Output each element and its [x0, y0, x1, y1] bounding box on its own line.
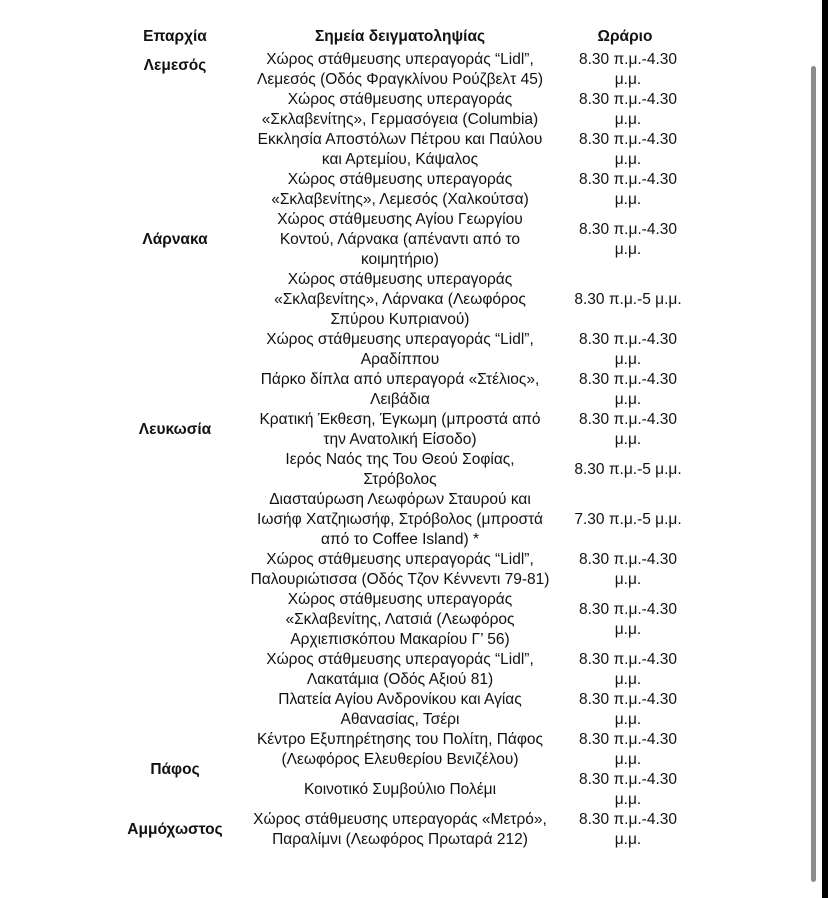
- row-hours: [560, 90, 690, 130]
- hours-line: μ.μ.: [614, 391, 642, 408]
- location-line: Παραλίμνι (Λεωφόρος Πρωταρά 212): [272, 831, 528, 848]
- row-hours: [560, 690, 690, 730]
- hours-line: 8.30 π.μ.-4.30: [578, 331, 678, 348]
- location-line: Ιερός Ναός της Του Θεού Σοφίας,: [285, 451, 515, 468]
- hours-line: 8.30 π.μ.-5 μ.μ.: [574, 461, 682, 478]
- location-line: Χώρος στάθμευσης υπεραγοράς “Lidl”,: [266, 551, 534, 568]
- hours-line: 8.30 π.μ.-4.30: [578, 811, 678, 828]
- location-line: Κοντού, Λάρνακα (απέναντι από το: [279, 231, 521, 248]
- region-limassol: Λεμεσός: [143, 57, 207, 74]
- hours-line: μ.μ.: [614, 711, 642, 728]
- location-line: Αραδίππου: [360, 351, 440, 368]
- region-nicosia: Λευκωσία: [138, 421, 212, 438]
- hours-line: 8.30 π.μ.-4.30: [578, 651, 678, 668]
- row-location: [240, 490, 560, 550]
- hours-line: 8.30 π.μ.-4.30: [578, 221, 678, 238]
- hours-line: μ.μ.: [614, 151, 642, 168]
- hours-line: 8.30 π.μ.-5 μ.μ.: [574, 291, 682, 308]
- location-line: Χώρος στάθμευσης υπεραγοράς «Μετρό»,: [253, 811, 547, 828]
- location-line: Λειβάδια: [370, 391, 430, 408]
- hours-line: μ.μ.: [614, 751, 642, 768]
- scrollbar[interactable]: [811, 66, 816, 882]
- hours-line: 8.30 π.μ.-4.30: [578, 131, 678, 148]
- row-location: [240, 210, 560, 270]
- location-line: Χώρος στάθμευσης υπεραγοράς: [287, 171, 513, 188]
- hours-line: 8.30 π.μ.-4.30: [578, 731, 678, 748]
- location-line: Παλουριώτισσα (Οδός Τζον Κέννεντι 79-81): [250, 571, 550, 588]
- location-line: Κρατική Έκθεση, Έγκωμη (μπροστά από: [259, 411, 541, 428]
- hours-line: μ.μ.: [614, 671, 642, 688]
- hours-line: 8.30 π.μ.-4.30: [578, 411, 678, 428]
- row-hours: [560, 590, 690, 650]
- location-line: κοιμητήριο): [361, 251, 439, 268]
- row-hours: [560, 130, 690, 170]
- location-line: «Σκλαβενίτης», Γερμασόγεια (Columbia): [261, 111, 539, 128]
- location-line: από το Coffee Island) *: [321, 531, 479, 548]
- row-location: [240, 450, 560, 490]
- hours-line: μ.μ.: [614, 191, 642, 208]
- row-hours: [560, 450, 690, 490]
- location-line: και Αρτεμίου, Κάψαλος: [321, 151, 479, 168]
- row-hours: [560, 550, 690, 590]
- location-line: Πλατεία Αγίου Ανδρονίκου και Αγίας: [278, 691, 522, 708]
- location-line: Σπύρου Κυπριανού): [330, 311, 470, 328]
- location-line: Πάρκο δίπλα από υπεραγορά «Στέλιος»,: [260, 371, 540, 388]
- hours-line: μ.μ.: [614, 571, 642, 588]
- location-line: Χώρος στάθμευσης υπεραγοράς: [287, 591, 513, 608]
- row-location: [240, 730, 560, 770]
- hours-line: μ.μ.: [614, 831, 642, 848]
- row-hours: [560, 810, 690, 850]
- location-line: Χώρος στάθμευσης υπεραγοράς: [287, 271, 513, 288]
- row-hours: [560, 730, 690, 770]
- location-line: Λεμεσός (Οδός Φραγκλίνου Ρούζβελτ 45): [257, 71, 543, 88]
- row-hours: [560, 410, 690, 450]
- header-region: Επαρχία: [143, 28, 207, 45]
- location-line: «Σκλαβενίτης», Λεμεσός (Χαλκούτσα): [271, 191, 529, 208]
- region-famagusta: Αμμόχωστος: [127, 821, 223, 838]
- row-hours: [560, 210, 690, 270]
- location-line: «Σκλαβενίτης», Λάρνακα (Λεωφόρος: [274, 291, 526, 308]
- hours-line: 8.30 π.μ.-4.30: [578, 601, 678, 618]
- hours-line: μ.μ.: [614, 241, 642, 258]
- row-location: [240, 270, 560, 330]
- row-location: [240, 50, 560, 90]
- row-location: [240, 810, 560, 850]
- location-line: Εκκλησία Αποστόλων Πέτρου και Παύλου: [257, 131, 543, 148]
- location-line: Χώρος στάθμευσης υπεραγοράς: [287, 91, 513, 108]
- hours-line: 8.30 π.μ.-4.30: [578, 551, 678, 568]
- hours-line: 8.30 π.μ.-4.30: [578, 171, 678, 188]
- row-hours: [560, 330, 690, 370]
- hours-line: 8.30 π.μ.-4.30: [578, 371, 678, 388]
- hours-line: 8.30 π.μ.-4.30: [578, 51, 678, 68]
- location-line: Χώρος στάθμευσης υπεραγοράς “Lidl”,: [266, 331, 534, 348]
- location-line: «Σκλαβενίτης, Λατσιά (Λεωφόρος: [285, 611, 515, 628]
- hours-line: 8.30 π.μ.-4.30: [578, 691, 678, 708]
- location-line: Λακατάμια (Οδός Αξιού 81): [306, 671, 494, 688]
- header-hours: Ωράριο: [597, 28, 653, 45]
- location-line: Χώρος στάθμευσης υπεραγοράς “Lidl”,: [266, 651, 534, 668]
- hours-line: 7.30 π.μ.-5 μ.μ.: [574, 511, 682, 528]
- hours-line: μ.μ.: [614, 71, 642, 88]
- hours-line: 8.30 π.μ.-4.30: [578, 91, 678, 108]
- row-location: [240, 370, 560, 410]
- location-line: Χώρος στάθμευσης υπεραγοράς “Lidl”,: [266, 51, 534, 68]
- row-hours: [560, 370, 690, 410]
- row-location: [240, 590, 560, 650]
- hours-line: μ.μ.: [614, 621, 642, 638]
- hours-line: μ.μ.: [614, 351, 642, 368]
- row-hours: [560, 490, 690, 550]
- location-line: Χώρος στάθμευσης Αγίου Γεωργίου: [277, 211, 523, 228]
- row-location: [240, 170, 560, 210]
- region-paphos: Πάφος: [150, 761, 200, 778]
- row-hours: [560, 170, 690, 210]
- location-line: Ιωσήφ Χατζηιωσήφ, Στρόβολος (μπροστά: [257, 511, 543, 528]
- row-location: [240, 690, 560, 730]
- row-hours: [560, 650, 690, 690]
- region-larnaca: Λάρνακα: [142, 231, 208, 248]
- hours-line: 8.30 π.μ.-4.30: [578, 771, 678, 788]
- row-location: [240, 650, 560, 690]
- hours-line: μ.μ.: [614, 791, 642, 808]
- location-line: την Ανατολική Είσοδο): [323, 431, 477, 448]
- location-line: (Λεωφόρος Ελευθερίου Βενιζέλου): [281, 751, 519, 768]
- location-line: Κοινοτικό Συμβούλιο Πολέμι: [303, 781, 497, 798]
- row-location: [240, 90, 560, 130]
- row-hours: [560, 270, 690, 330]
- location-line: Διασταύρωση Λεωφόρων Σταυρού και: [269, 491, 531, 508]
- row-location: [240, 410, 560, 450]
- hours-line: μ.μ.: [614, 111, 642, 128]
- row-location: [240, 330, 560, 370]
- hours-line: μ.μ.: [614, 431, 642, 448]
- location-line: Κέντρο Εξυπηρέτησης του Πολίτη, Πάφος: [256, 731, 544, 748]
- location-line: Αρχιεπισκόπου Μακαρίου Γ’ 56): [290, 631, 510, 648]
- header-location: Σημεία δειγματοληψίας: [314, 28, 486, 45]
- row-hours: [560, 50, 690, 90]
- row-location: [240, 550, 560, 590]
- row-location: [240, 130, 560, 170]
- location-line: Στρόβολος: [363, 471, 437, 488]
- sampling-points-table: [110, 24, 690, 850]
- location-line: Αθανασίας, Τσέρι: [340, 711, 460, 728]
- row-location: [240, 770, 560, 810]
- row-hours: [560, 770, 690, 810]
